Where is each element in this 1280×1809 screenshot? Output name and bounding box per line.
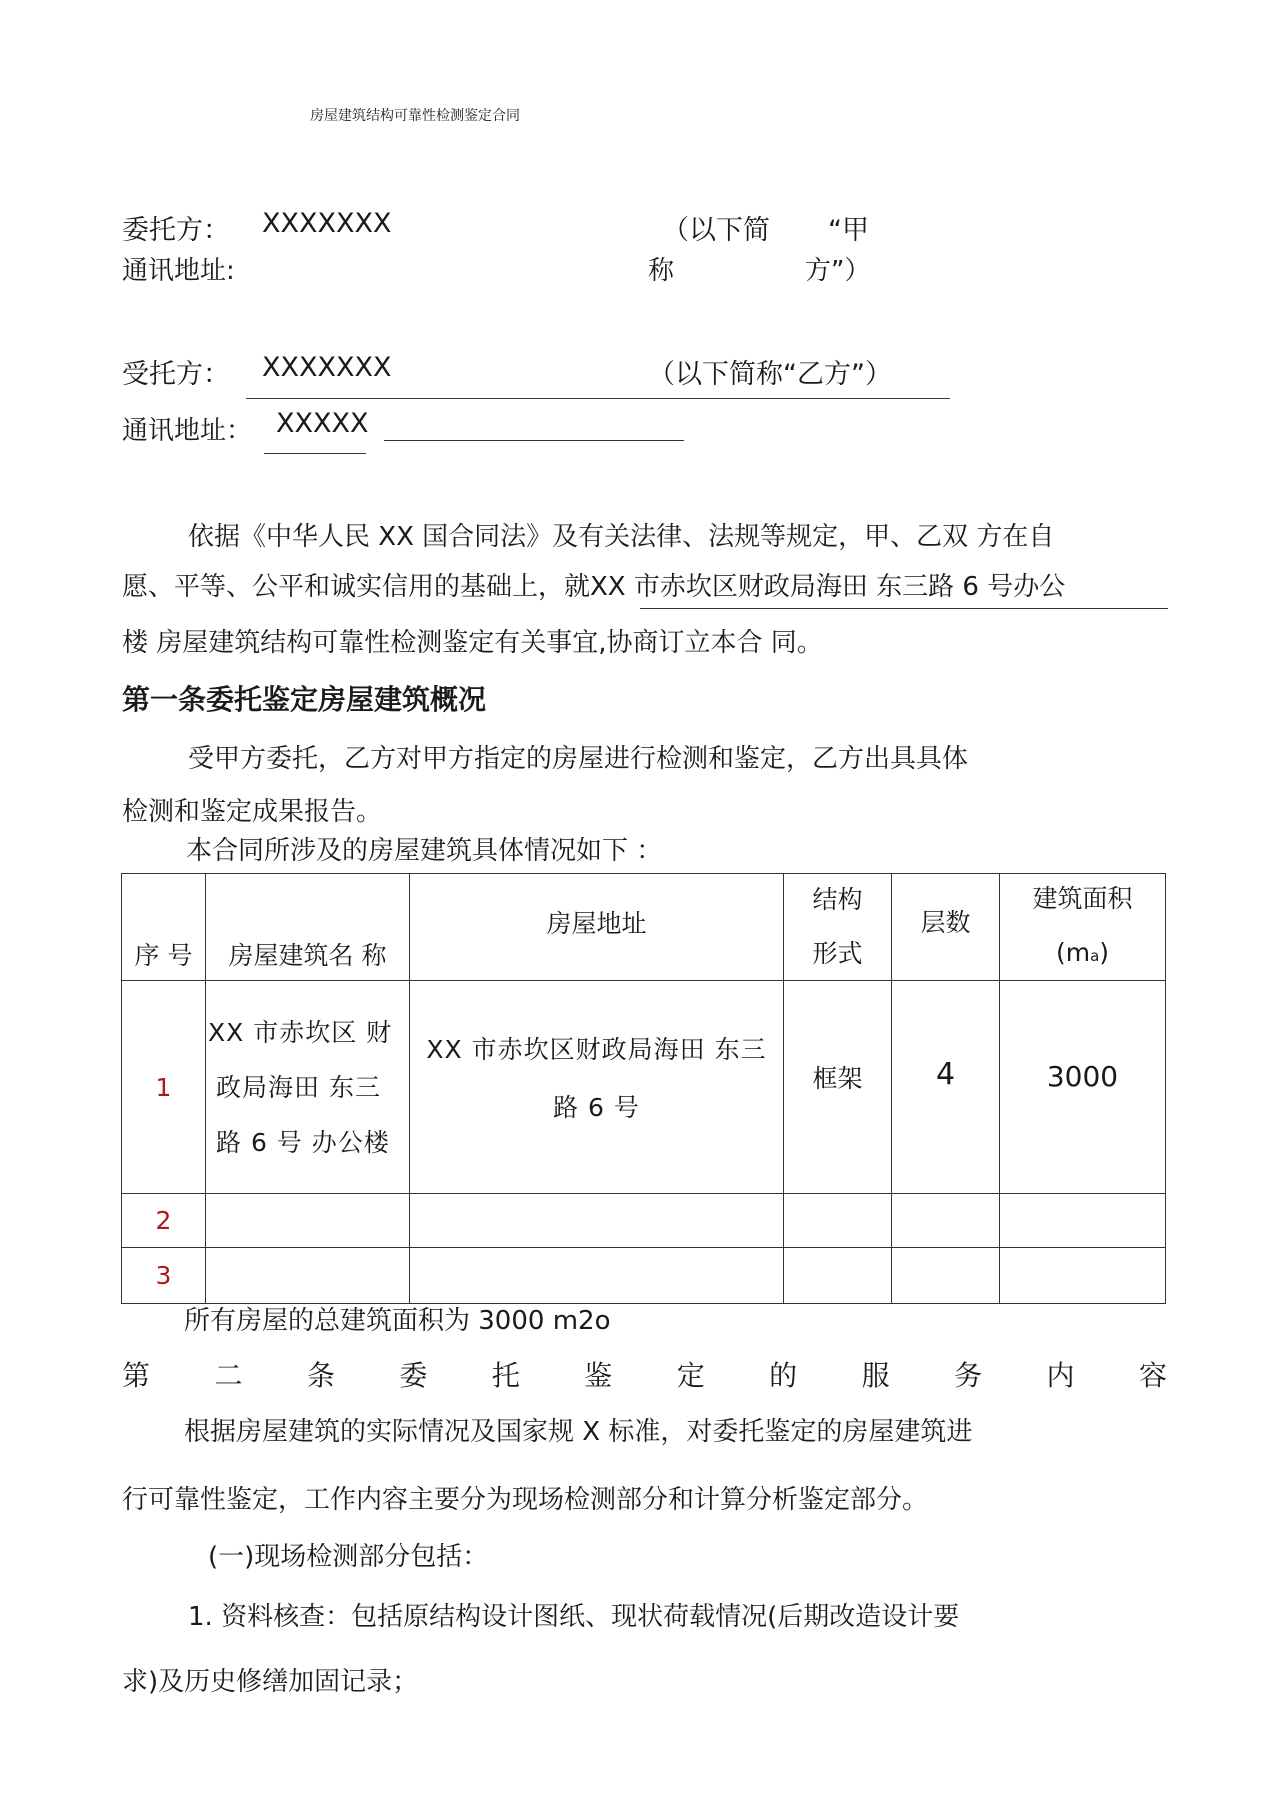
intro-line-2: 愿、平等、公平和诚实信用的基础上，就XX 市赤坎区财政局海田 东三路 6 号办公 <box>122 572 1066 602</box>
row-1-address <box>410 981 784 1194</box>
row-1-name-l2: 政局海田 东三 <box>216 1072 381 1102</box>
header-address: 房屋地址 <box>410 874 784 981</box>
row-3-structure <box>784 1248 892 1304</box>
article-2-p1-line2: 行可靠性鉴定，工作内容主要分为现场检测部分和计算分析鉴定部分。 <box>122 1485 929 1515</box>
party-b-label: 受托方： <box>122 359 230 390</box>
party-a-abbr-2a: 称 <box>648 256 675 286</box>
article-2-heading <box>122 1354 1167 1394</box>
row-3-area <box>1000 1248 1166 1304</box>
article-1-p1-line2: 检测和鉴定成果报告。 <box>122 797 383 827</box>
row-3-address <box>410 1248 784 1304</box>
row-1-address-l2: 路 6 号 <box>553 1093 640 1122</box>
party-b-name: XXXXXXX <box>262 352 392 383</box>
row-2-structure <box>784 1194 892 1248</box>
row-2-name <box>206 1194 410 1248</box>
intro-underline <box>640 608 1168 609</box>
row-1-address-l1: XX 市赤坎区财政局海田 东三 <box>426 1035 767 1064</box>
article-1-heading: 第一条委托鉴定房屋建筑概况 <box>122 683 487 716</box>
article-2-p1-line1: 根据房屋建筑的实际情况及国家规 X 标准，对委托鉴定的房屋建筑进 <box>184 1417 973 1447</box>
article-2-heading-char: 第 <box>122 1359 151 1392</box>
header-area-unit: (ma) <box>1055 937 1110 967</box>
party-a-address-label: 通讯地址: <box>122 256 235 286</box>
total-area: 所有房屋的总建筑面积为 3000 m2o <box>184 1306 611 1336</box>
article-2-heading-char: 委 <box>399 1359 428 1392</box>
party-a-abbr-1a: （以下简 <box>662 215 770 246</box>
article-2-item1-line2: 求)及历史修缮加固记录； <box>122 1667 419 1697</box>
row-1-seq: 1 <box>122 981 206 1194</box>
table-header-row <box>122 874 1166 981</box>
party-a-abbr-2b: 方”） <box>805 256 871 286</box>
intro-line-1: 依据《中华人民 XX 国合同法》及有关法律、法规等规定，甲、乙双 方在自 <box>188 522 1055 552</box>
article-2-heading-char: 容 <box>1138 1359 1167 1392</box>
article-2-heading-char: 鉴 <box>584 1359 613 1392</box>
row-1-floors: 4 <box>892 981 1000 1194</box>
header-structure <box>784 874 892 981</box>
table-row <box>122 1194 1166 1248</box>
row-1-name-l1: XX 市赤坎区 财 <box>208 1017 393 1047</box>
address-fill-line <box>384 440 684 441</box>
row-1-name-l3: 路 6 号 办公楼 <box>216 1127 390 1157</box>
row-2-address <box>410 1194 784 1248</box>
article-2-heading-char: 二 <box>214 1359 243 1392</box>
party-a-abbr-1b: “甲 <box>828 215 869 246</box>
row-2-area <box>1000 1194 1166 1248</box>
article-2-heading-char: 定 <box>676 1359 705 1392</box>
document-title: 房屋建筑结构可靠性检测鉴定合同 <box>310 108 520 124</box>
row-2-floors <box>892 1194 1000 1248</box>
party-a-name: XXXXXXX <box>262 208 392 239</box>
address-underline <box>264 453 366 454</box>
party-b-underline <box>246 398 950 399</box>
header-area-l1: 建筑面积 <box>1032 883 1133 913</box>
article-2-heading-char: 内 <box>1046 1359 1075 1392</box>
article-2-heading-char: 服 <box>861 1359 890 1392</box>
party-b-address-label: 通讯地址： <box>122 416 253 446</box>
header-area <box>1000 874 1166 981</box>
row-2-seq: 2 <box>122 1194 206 1248</box>
intro-line-3: 楼 房屋建筑结构可靠性检测鉴定有关事宜,协商订立本合 同。 <box>122 628 823 658</box>
header-floors: 层数 <box>892 874 1000 981</box>
article-2-heading-char: 务 <box>954 1359 983 1392</box>
party-b-address-value: XXXXX <box>276 408 369 439</box>
header-name: 房屋建筑名 称 <box>206 874 410 981</box>
article-2-heading-char: 托 <box>491 1359 520 1392</box>
row-1-structure: 框架 <box>784 981 892 1194</box>
row-3-seq: 3 <box>122 1248 206 1304</box>
party-a-label: 委托方： <box>122 215 230 246</box>
article-2-heading-char: 条 <box>306 1359 335 1392</box>
article-1-p2: 本合同所涉及的房屋建筑具体情况如下 ： <box>186 836 663 866</box>
article-1-p1-line1: 受甲方委托，乙方对甲方指定的房屋进行检测和鉴定，乙方出具具体 <box>188 744 969 774</box>
row-1-area: 3000 <box>1000 981 1166 1194</box>
header-seq: 序 号 <box>122 874 206 981</box>
article-2-item1-line1: 1. 资料核查：包括原结构设计图纸、现状荷载情况(后期改造设计要 <box>188 1602 960 1632</box>
row-1-name <box>206 981 410 1194</box>
property-table <box>121 873 1166 1304</box>
row-3-floors <box>892 1248 1000 1304</box>
party-b-abbr: （以下简称“乙方”） <box>648 359 892 390</box>
header-structure-l2: 形式 <box>812 939 863 968</box>
table-row <box>122 981 1166 1194</box>
row-3-name <box>206 1248 410 1304</box>
table-row <box>122 1248 1166 1304</box>
article-2-heading-char: 的 <box>769 1359 798 1392</box>
header-structure-l1: 结构 <box>812 885 863 914</box>
article-2-sub1: (一)现场检测部分包括： <box>208 1542 489 1572</box>
